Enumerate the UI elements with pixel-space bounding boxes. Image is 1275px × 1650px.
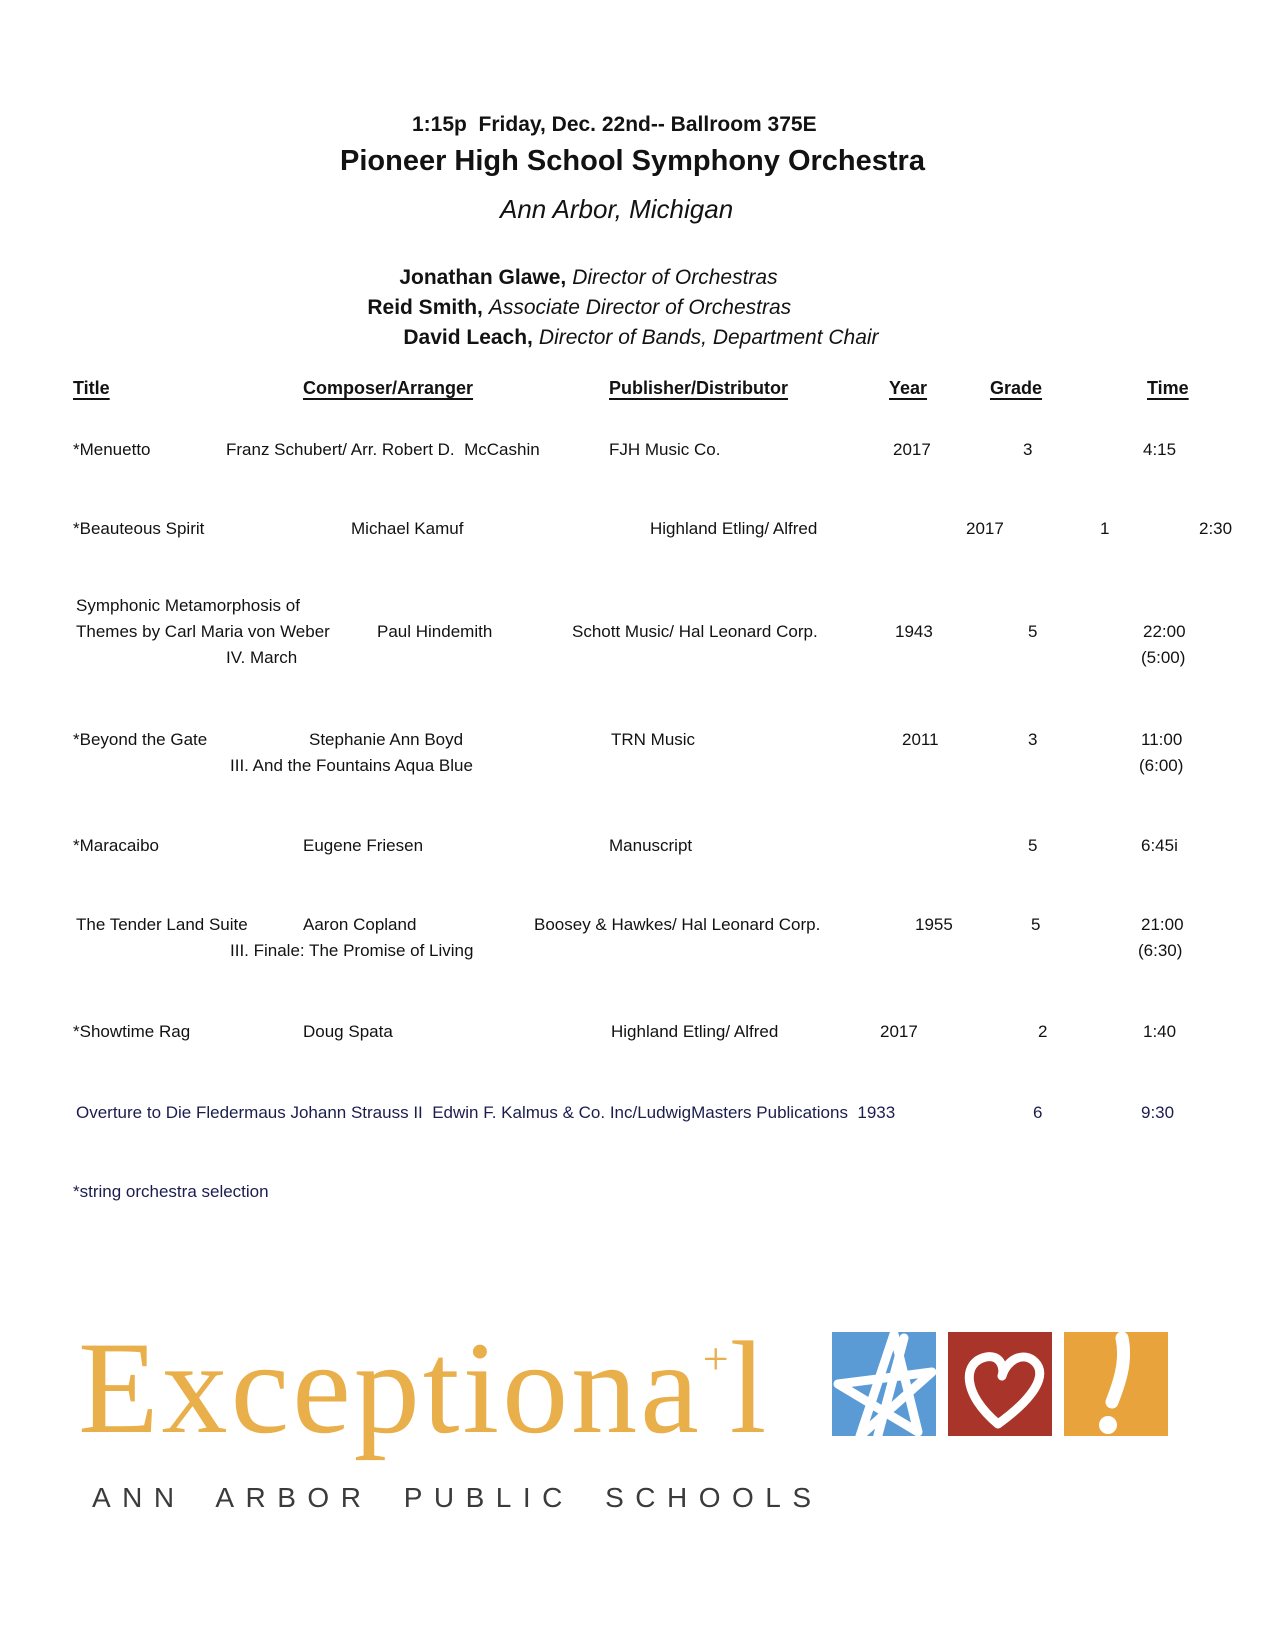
staff-role: Director of Bands, Department Chair bbox=[538, 326, 879, 350]
cell-grade: 5 bbox=[1031, 915, 1041, 934]
cell-title: *Menuetto bbox=[73, 440, 151, 459]
staff-line bbox=[380, 300, 879, 376]
cell-grade: 5 bbox=[1028, 622, 1038, 641]
logo-red-square bbox=[948, 1332, 1052, 1436]
district-tagline: ANN ARBOR PUBLIC SCHOOLS bbox=[92, 1482, 823, 1513]
heart-icon bbox=[948, 1332, 1052, 1436]
cell-grade: 1 bbox=[1100, 519, 1110, 538]
star-icon bbox=[832, 1332, 936, 1436]
cell-title: *Maracaibo bbox=[73, 836, 159, 855]
column-header-title: Title bbox=[73, 378, 110, 398]
wordmark-main: Exceptiona bbox=[78, 1314, 702, 1461]
cell-title-line1: Symphonic Metamorphosis of bbox=[76, 596, 300, 615]
cell-movement: III. And the Fountains Aqua Blue bbox=[230, 756, 473, 775]
footnote: *string orchestra selection bbox=[73, 1182, 269, 1201]
cell-title: *Beyond the Gate bbox=[73, 730, 208, 749]
cell-title: *Showtime Rag bbox=[73, 1022, 191, 1041]
cell-publisher: Schott Music/ Hal Leonard Corp. bbox=[572, 622, 818, 641]
cell-year: 1943 bbox=[895, 622, 933, 641]
cell-publisher: Boosey & Hawkes/ Hal Leonard Corp. bbox=[534, 915, 821, 934]
wordmark-el: l bbox=[729, 1314, 770, 1461]
page-title: Pioneer High School Symphony Orchestra bbox=[340, 145, 925, 177]
cell-time: 22:00 bbox=[1143, 622, 1186, 641]
cell-publisher: TRN Music bbox=[611, 730, 696, 749]
logo-gold-square bbox=[1064, 1332, 1168, 1436]
cell-movement-time: (6:00) bbox=[1139, 756, 1184, 775]
cell-movement-time: (5:00) bbox=[1141, 648, 1186, 667]
event-datetime-line: 1:15p Friday, Dec. 22nd-- Ballroom 375E bbox=[412, 113, 817, 136]
cell-year: 1955 bbox=[915, 915, 953, 934]
cell-composer: Doug Spata bbox=[303, 1022, 393, 1041]
cell-grade: 2 bbox=[1038, 1022, 1048, 1041]
staff-name: Jonathan Glawe, bbox=[399, 266, 567, 290]
cell-grade: 6 bbox=[1033, 1103, 1043, 1122]
column-header-time: Time bbox=[1147, 378, 1189, 398]
cell-publisher: FJH Music Co. bbox=[609, 440, 721, 459]
cell-movement: III. Finale: The Promise of Living bbox=[230, 941, 474, 960]
column-header-composer: Composer/Arranger bbox=[303, 378, 474, 398]
cell-year: 2017 bbox=[880, 1022, 918, 1041]
wordmark-plus-mark: + bbox=[702, 1333, 729, 1384]
cell-composer: Paul Hindemith bbox=[377, 622, 493, 641]
cell-grade: 3 bbox=[1028, 730, 1038, 749]
cell-movement: IV. March bbox=[226, 648, 298, 667]
cell-time: 2:30 bbox=[1199, 519, 1233, 538]
cell-title: *Beauteous Spirit bbox=[73, 519, 205, 538]
cell-composer: Eugene Friesen bbox=[303, 836, 424, 855]
staff-name: David Leach, bbox=[403, 326, 533, 350]
cell-year: 2017 bbox=[966, 519, 1004, 538]
cell-year: 2011 bbox=[902, 730, 939, 749]
cell-time: 1:40 bbox=[1143, 1022, 1177, 1041]
cell-title: The Tender Land Suite bbox=[76, 915, 248, 934]
cell-movement-time: (6:30) bbox=[1138, 941, 1183, 960]
cell-time: 11:00 bbox=[1141, 730, 1183, 749]
exclamation-icon bbox=[1064, 1332, 1168, 1436]
staff-role: Director of Orchestras bbox=[572, 266, 778, 290]
logo-blue-square bbox=[832, 1332, 936, 1436]
cell-year: 2017 bbox=[893, 440, 931, 459]
cell-time: 21:00 bbox=[1141, 915, 1184, 934]
cell-composer: Stephanie Ann Boyd bbox=[309, 730, 464, 749]
cell-full-line: Overture to Die Fledermaus Johann Strauss II Edwin F. Kalmus & Co. Inc/LudwigMasters Publications 1933 bbox=[76, 1103, 896, 1122]
cell-grade: 3 bbox=[1023, 440, 1033, 459]
location-line: Ann Arbor, Michigan bbox=[500, 194, 734, 224]
cell-title-line2: Themes by Carl Maria von Weber bbox=[76, 622, 330, 641]
staff-name: Reid Smith, bbox=[367, 296, 483, 320]
column-header-year: Year bbox=[889, 378, 928, 398]
cell-publisher: Manuscript bbox=[609, 836, 693, 855]
staff-role: Associate Director of Orchestras bbox=[488, 296, 792, 320]
column-header-grade: Grade bbox=[990, 378, 1043, 398]
cell-grade: 5 bbox=[1028, 836, 1038, 855]
cell-time: 9:30 bbox=[1141, 1103, 1175, 1122]
exceptional-wordmark bbox=[78, 1314, 770, 1461]
cell-composer: Michael Kamuf bbox=[351, 519, 464, 538]
column-header-publisher: Publisher/Distributor bbox=[609, 378, 789, 398]
cell-composer: Aaron Copland bbox=[303, 915, 417, 934]
cell-composer: Franz Schubert/ Arr. Robert D. McCashin bbox=[226, 440, 540, 459]
cell-time: 6:45i bbox=[1141, 836, 1178, 855]
cell-publisher: Highland Etling/ Alfred bbox=[611, 1022, 779, 1041]
cell-time: 4:15 bbox=[1143, 440, 1177, 459]
cell-publisher: Highland Etling/ Alfred bbox=[650, 519, 818, 538]
